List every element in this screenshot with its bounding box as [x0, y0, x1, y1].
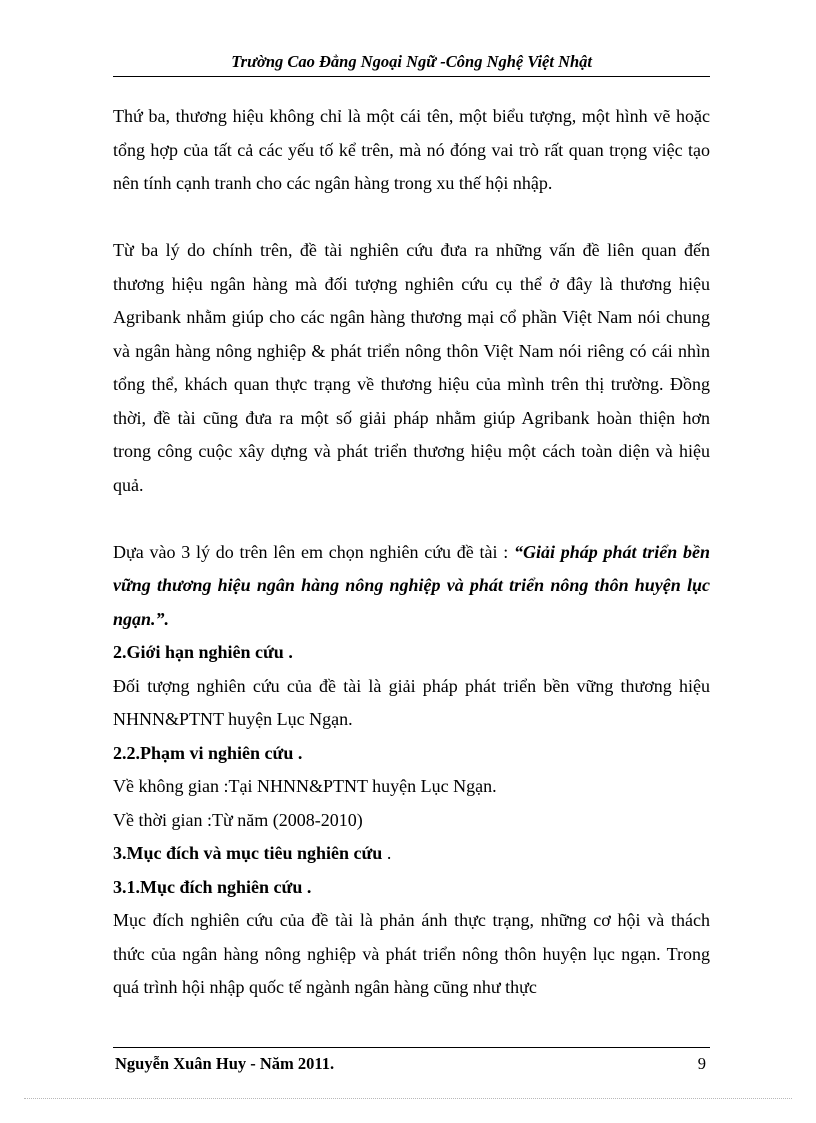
- topic-intro-text: Dựa vào 3 lý do trên lên em chọn nghiên cứu đề tài :: [113, 541, 514, 562]
- paragraph-research-issue: Từ ba lý do chính trên, đề tài nghiên cứu đưa ra những vấn đề liên quan đến thương hiệu ngân hàng mà đối tượng nghiên cứu cụ thể ở đây là thương hiệu Agribank nhằm giúp cho các ngân hàng thương mại cổ phần Việt Nam nói chung và ngân hàng nông nghiệp & phát triển nông thôn Việt Nam nói riêng có cái nhìn tổng thể, khách quan thực trạng về thương hiệu của mình trên thị trường. Đồng thời, đề tài cũng đưa ra một số giải pháp nhằm giúp Agribank hoàn thiện hơn trong công cuộc xây dựng và phát triển thương hiệu một cách toàn diện và hiệu quả.: [113, 240, 710, 495]
- heading-research-purpose: 3.1.Mục đích nghiên cứu .: [113, 876, 312, 897]
- paragraph-research-purpose: Mục đích nghiên cứu của đề tài là phản ánh thực trạng, những cơ hội và thách thức của ngân hàng nông nghiệp và phát triển nông thôn huyện lục ngạn. Trong quá trình hội nhập quốc tế ngành ngân hàng cũng như thực: [113, 910, 710, 997]
- time-range-line: Về thời gian :Từ năm (2008-2010): [113, 809, 363, 830]
- space-range-line: Về không gian :Tại NHNN&PTNT huyện Lục Ngạn.: [113, 776, 497, 796]
- page-bottom-dotted-divider: [24, 1098, 792, 1099]
- header-title: Trường Cao Đẳng Ngoại Ngữ -Công Nghệ Việt Nhật: [231, 52, 592, 71]
- heading-research-range: 2.2.Phạm vi nghiên cứu .: [113, 742, 303, 763]
- page-content: [113, 100, 710, 1005]
- heading-goals-text: 3.Mục đích và mục tiêu nghiên cứu: [113, 843, 383, 863]
- heading-research-scope: 2.Giới hạn nghiên cứu .: [113, 642, 293, 662]
- page-footer: [113, 1047, 710, 1074]
- heading-goals-tail: .: [382, 843, 392, 863]
- page-header: [113, 48, 710, 77]
- heading-goals: [113, 837, 710, 871]
- paragraph-gap: [113, 502, 710, 536]
- paragraph-research-object: Đối tượng nghiên cứu của đề tài là giải pháp phát triển bền vững thương hiệu NHNN&PTNT huyện Lục Ngạn.: [113, 675, 710, 729]
- paragraph-topic-choice: [113, 536, 710, 637]
- page-number: 9: [697, 1054, 706, 1073]
- paragraph-gap: [113, 201, 710, 235]
- paragraph-third-reason: Thứ ba, thương hiệu không chỉ là một cái tên, một biểu tượng, một hình vẽ hoặc tổng hợp của tất cả các yếu tố kể trên, mà nó đóng vai trò rất quan trọng việc tạo nên tính cạnh tranh cho các ngân hàng trong xu thế hội nhập.: [113, 106, 710, 193]
- topic-title-text: “Giải pháp phát triển bền vững thương hiệu ngân hàng nông nghiệp và phát triển nông thôn huyện lục ngạn.”.: [113, 541, 711, 629]
- footer-author: Nguyễn Xuân Huy - Năm 2011.: [115, 1054, 335, 1073]
